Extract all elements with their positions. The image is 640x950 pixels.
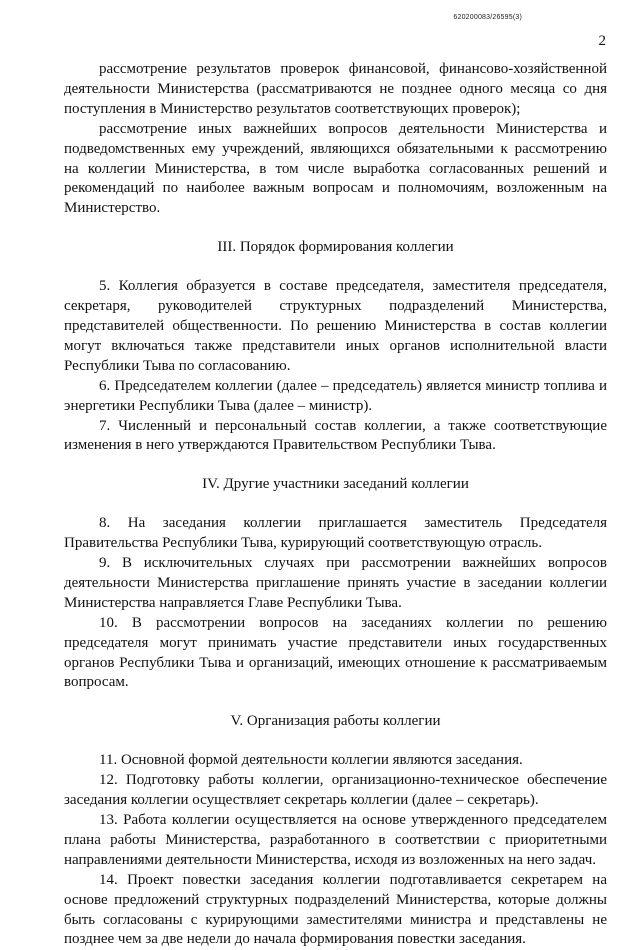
document-body	[64, 60, 607, 950]
paragraph: рассмотрение результатов проверок финансовой, финансово-хозяйственной деятельности Министерства (рассматриваются не позднее одного месяца со дня поступления в Министерство результатов соответствующих проверок);	[64, 61, 607, 117]
paragraph: рассмотрение иных важнейших вопросов деятельности Министерства и подведомственных ему учреждений, являющихся обязательными к рассмотрению на коллегии Министерства, в том числе выработка согласованных решений и рекомендаций по наиболее важным вопросам и полномочиям, возложенным на Министерство.	[64, 120, 607, 217]
section-heading: III. Порядок формирования коллегии	[217, 239, 454, 256]
section-heading: V. Организация работы коллегии	[230, 713, 441, 730]
paragraph: 11. Основной формой деятельности коллегии являются заседания.	[99, 752, 523, 769]
paragraph: 6. Председателем коллегии (далее – председатель) является министр топлива и энергетики Республики Тыва (далее – министр).	[64, 377, 607, 414]
section-heading: IV. Другие участники заседаний коллегии	[202, 476, 469, 493]
paragraph: 13. Работа коллегии осуществляется на основе утвержденного председателем плана работы Министерства, разработанного в соответствии с приоритетными направлениями деятельности Министерства, исходя из возложенных на него задач.	[64, 812, 607, 868]
paragraph: 7. Численный и персональный состав коллегии, а также соответствующие изменения в него утверждаются Правительством Республики Тыва.	[64, 417, 607, 454]
paragraph: 10. В рассмотрении вопросов на заседаниях коллегии по решению председателя могут принимать участие представители иных государственных органов Республики Тыва и организаций, имеющих отношение к рассматриваемым вопросам.	[64, 614, 607, 691]
paragraph: 8. На заседания коллегии приглашается заместитель Председателя Правительства Республики Тыва, курирующий соответствующую отрасль.	[64, 515, 607, 552]
document-id: 620200083/26595(3)	[453, 14, 522, 21]
page-number: 2	[598, 33, 606, 49]
paragraph: 9. В исключительных случаях при рассмотрении важнейших вопросов деятельности Министерства приглашение принять участие в заседании коллегии Министерства направляется Главе Республики Тыва.	[64, 555, 607, 611]
paragraph: 14. Проект повестки заседания коллегии подготавливается секретарем на основе предложений структурных подразделений Министерства, которые должны быть согласованы с курирующими заместителями министра и представлены не позднее чем за две недели до начала формирования повестки заседания.	[64, 871, 607, 948]
paragraph: 5. Коллегия образуется в составе председателя, заместителя председателя, секретаря, руководителей структурных подразделений Министерства, представителей общественности. По решению Министерства в состав коллегии могут включаться также представители иных органов исполнительной власти Республики Тыва по согласованию.	[64, 278, 607, 374]
paragraph: 12. Подготовку работы коллегии, организационно-техническое обеспечение заседания коллегии осуществляет секретарь коллегии (далее – секретарь).	[64, 772, 607, 809]
